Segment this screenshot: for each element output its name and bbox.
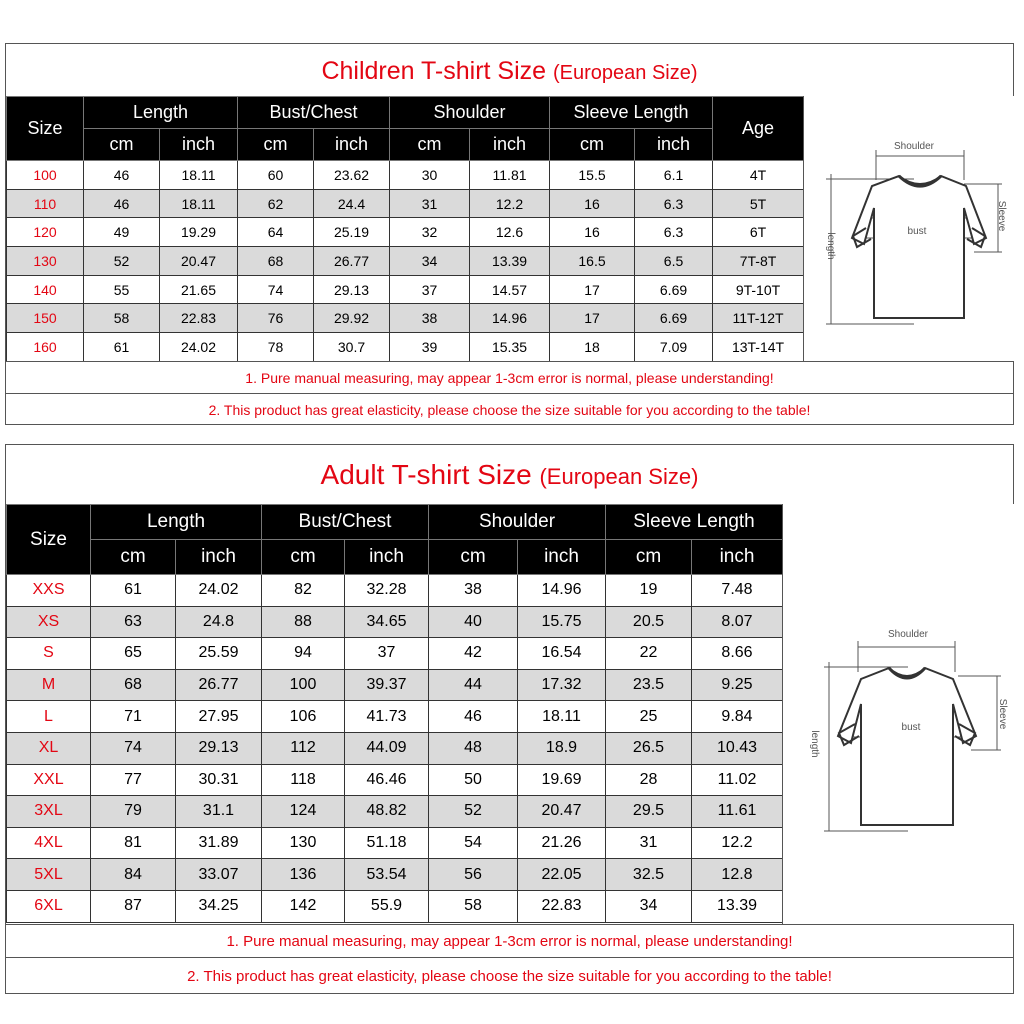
- table-cell: 61: [91, 575, 176, 607]
- table-cell: 15.5: [550, 161, 635, 190]
- diagram-label-shoulder: Shoulder: [887, 629, 929, 640]
- table-cell: 31: [390, 189, 470, 218]
- table-cell: 12.6: [470, 218, 550, 247]
- size-cell: 6XL: [7, 890, 91, 922]
- header-unit-cm: cm: [429, 540, 518, 575]
- table-cell: 27.95: [176, 701, 262, 733]
- table-row: [7, 247, 804, 276]
- table-cell: 8.66: [692, 638, 783, 670]
- table-cell: 18.11: [518, 701, 606, 733]
- table-row: [7, 796, 783, 828]
- table-cell: 21.65: [160, 275, 238, 304]
- table-cell: 12.2: [470, 189, 550, 218]
- table-cell: 76: [238, 304, 314, 333]
- table-cell: 49: [84, 218, 160, 247]
- table-cell: 15.75: [518, 606, 606, 638]
- table-cell: 7.09: [635, 333, 713, 362]
- header-unit-inch: inch: [692, 540, 783, 575]
- size-cell: 120: [7, 218, 84, 247]
- size-cell: M: [7, 669, 91, 701]
- table-cell: 10.43: [692, 732, 783, 764]
- diagram-label-bust: bust: [901, 722, 921, 733]
- table-row: [7, 732, 783, 764]
- size-cell: L: [7, 701, 91, 733]
- table-cell: 39: [390, 333, 470, 362]
- table-cell: 29.5: [606, 796, 692, 828]
- table-cell: 52: [84, 247, 160, 276]
- header-bust: Bust/Chest: [238, 97, 390, 129]
- table-cell: 29.13: [176, 732, 262, 764]
- table-cell: 60: [238, 161, 314, 190]
- table-row: [7, 333, 804, 362]
- table-cell: 8.07: [692, 606, 783, 638]
- table-cell: 63: [91, 606, 176, 638]
- table-cell: 50: [429, 764, 518, 796]
- table-cell: 20.5: [606, 606, 692, 638]
- size-cell: 160: [7, 333, 84, 362]
- table-cell: 29.92: [314, 304, 390, 333]
- diagram-label-sleeve: Sleeve: [997, 698, 1008, 730]
- table-cell: 44.09: [345, 732, 429, 764]
- table-cell: 11.02: [692, 764, 783, 796]
- header-size: Size: [7, 505, 91, 575]
- table-cell: 56: [429, 859, 518, 891]
- size-cell: XL: [7, 732, 91, 764]
- table-cell: 13.39: [692, 890, 783, 922]
- table-cell: 6.3: [635, 189, 713, 218]
- table-cell: 7T-8T: [713, 247, 804, 276]
- children-title-block: [6, 57, 1013, 86]
- header-unit-inch: inch: [160, 129, 238, 161]
- diagram-label-bust: bust: [907, 226, 927, 237]
- table-cell: 26.5: [606, 732, 692, 764]
- adult-size-table: [6, 504, 783, 923]
- children-size-table: [6, 96, 804, 362]
- table-cell: 16: [550, 189, 635, 218]
- table-cell: 88: [262, 606, 345, 638]
- table-cell: 38: [390, 304, 470, 333]
- size-cell: 110: [7, 189, 84, 218]
- table-cell: 46: [84, 161, 160, 190]
- table-cell: 44: [429, 669, 518, 701]
- table-cell: 41.73: [345, 701, 429, 733]
- size-cell: 140: [7, 275, 84, 304]
- table-cell: 74: [91, 732, 176, 764]
- size-cell: 3XL: [7, 796, 91, 828]
- table-cell: 14.96: [518, 575, 606, 607]
- table-cell: 31.89: [176, 827, 262, 859]
- table-cell: 16: [550, 218, 635, 247]
- table-cell: 53.54: [345, 859, 429, 891]
- table-cell: 5T: [713, 189, 804, 218]
- table-cell: 84: [91, 859, 176, 891]
- size-cell: S: [7, 638, 91, 670]
- diagram-label-shoulder: Shoulder: [893, 141, 935, 152]
- header-unit-cm: cm: [84, 129, 160, 161]
- table-cell: 20.47: [518, 796, 606, 828]
- adult-table-body: [7, 575, 783, 923]
- table-cell: 6.3: [635, 218, 713, 247]
- table-cell: 48.82: [345, 796, 429, 828]
- table-cell: 28: [606, 764, 692, 796]
- table-row: [7, 764, 783, 796]
- table-cell: 26.77: [176, 669, 262, 701]
- table-cell: 46: [84, 189, 160, 218]
- table-cell: 17: [550, 304, 635, 333]
- table-cell: 33.07: [176, 859, 262, 891]
- table-cell: 58: [429, 890, 518, 922]
- header-unit-cm: cm: [550, 129, 635, 161]
- table-cell: 25.59: [176, 638, 262, 670]
- header-unit-inch: inch: [314, 129, 390, 161]
- table-row: [7, 827, 783, 859]
- table-cell: 18.9: [518, 732, 606, 764]
- table-cell: 79: [91, 796, 176, 828]
- table-cell: 18.11: [160, 161, 238, 190]
- children-subtitle: (European Size): [553, 62, 698, 84]
- table-row: [7, 304, 804, 333]
- header-unit-inch: inch: [470, 129, 550, 161]
- children-title: Children T-shirt Size: [321, 57, 547, 85]
- table-row: [7, 638, 783, 670]
- table-row: [7, 669, 783, 701]
- header-sleeve-length: Sleeve Length: [606, 505, 783, 540]
- size-cell: XXS: [7, 575, 91, 607]
- table-cell: 6.69: [635, 304, 713, 333]
- adult-measurement-diagram: [782, 504, 1014, 924]
- header-unit-cm: cm: [238, 129, 314, 161]
- table-cell: 12.8: [692, 859, 783, 891]
- table-row: [7, 890, 783, 922]
- table-cell: 55.9: [345, 890, 429, 922]
- table-cell: 82: [262, 575, 345, 607]
- table-cell: 21.26: [518, 827, 606, 859]
- children-note-measuring: 1. Pure manual measuring, may appear 1-3cm error is normal, please understanding!: [6, 361, 1013, 393]
- tshirt-diagram-illustration: [804, 96, 1014, 361]
- table-cell: 22.83: [160, 304, 238, 333]
- table-cell: 9.25: [692, 669, 783, 701]
- table-cell: 62: [238, 189, 314, 218]
- table-cell: 30.7: [314, 333, 390, 362]
- table-cell: 51.18: [345, 827, 429, 859]
- table-cell: 124: [262, 796, 345, 828]
- table-cell: 24.4: [314, 189, 390, 218]
- table-cell: 55: [84, 275, 160, 304]
- header-bust: Bust/Chest: [262, 505, 429, 540]
- table-cell: 32.5: [606, 859, 692, 891]
- table-cell: 32.28: [345, 575, 429, 607]
- table-cell: 25: [606, 701, 692, 733]
- size-cell: 130: [7, 247, 84, 276]
- table-cell: 6T: [713, 218, 804, 247]
- table-cell: 30.31: [176, 764, 262, 796]
- size-cell: XXL: [7, 764, 91, 796]
- header-age: Age: [713, 97, 804, 161]
- table-cell: 14.96: [470, 304, 550, 333]
- table-cell: 6.69: [635, 275, 713, 304]
- children-measurement-diagram: [803, 96, 1014, 361]
- table-row: [7, 189, 804, 218]
- table-cell: 7.48: [692, 575, 783, 607]
- table-cell: 118: [262, 764, 345, 796]
- table-cell: 22: [606, 638, 692, 670]
- children-note-elasticity: 2. This product has great elasticity, please choose the size suitable for you according to the table!: [6, 393, 1013, 425]
- table-cell: 81: [91, 827, 176, 859]
- header-shoulder: Shoulder: [390, 97, 550, 129]
- size-cell: 4XL: [7, 827, 91, 859]
- table-cell: 34: [390, 247, 470, 276]
- header-sleeve-length: Sleeve Length: [550, 97, 713, 129]
- table-cell: 13T-14T: [713, 333, 804, 362]
- table-cell: 17: [550, 275, 635, 304]
- table-cell: 16.5: [550, 247, 635, 276]
- table-cell: 77: [91, 764, 176, 796]
- table-cell: 30: [390, 161, 470, 190]
- table-cell: 19.29: [160, 218, 238, 247]
- table-cell: 78: [238, 333, 314, 362]
- table-cell: 38: [429, 575, 518, 607]
- diagram-label-sleeve: Sleeve: [996, 200, 1007, 232]
- table-cell: 17.32: [518, 669, 606, 701]
- table-cell: 94: [262, 638, 345, 670]
- table-row: [7, 275, 804, 304]
- table-cell: 23.62: [314, 161, 390, 190]
- table-row: [7, 606, 783, 638]
- table-cell: 46: [429, 701, 518, 733]
- table-cell: 26.77: [314, 247, 390, 276]
- adult-subtitle: (European Size): [539, 464, 699, 489]
- table-row: [7, 701, 783, 733]
- diagram-label-length: length: [809, 730, 820, 758]
- table-cell: 15.35: [470, 333, 550, 362]
- table-cell: 100: [262, 669, 345, 701]
- table-cell: 68: [238, 247, 314, 276]
- header-length: Length: [84, 97, 238, 129]
- adult-note-measuring: 1. Pure manual measuring, may appear 1-3cm error is normal, please understanding!: [6, 924, 1013, 957]
- table-cell: 87: [91, 890, 176, 922]
- header-unit-cm: cm: [606, 540, 692, 575]
- header-shoulder: Shoulder: [429, 505, 606, 540]
- table-cell: 18.11: [160, 189, 238, 218]
- header-length: Length: [91, 505, 262, 540]
- table-cell: 71: [91, 701, 176, 733]
- adult-title-block: [6, 459, 1013, 491]
- adult-size-panel: [5, 444, 1014, 994]
- table-cell: 31.1: [176, 796, 262, 828]
- header-unit-inch: inch: [176, 540, 262, 575]
- table-cell: 68: [91, 669, 176, 701]
- table-cell: 34.65: [345, 606, 429, 638]
- table-cell: 29.13: [314, 275, 390, 304]
- table-cell: 58: [84, 304, 160, 333]
- table-cell: 74: [238, 275, 314, 304]
- table-cell: 34.25: [176, 890, 262, 922]
- table-cell: 22.83: [518, 890, 606, 922]
- table-cell: 6.1: [635, 161, 713, 190]
- table-cell: 32: [390, 218, 470, 247]
- table-cell: 40: [429, 606, 518, 638]
- table-cell: 136: [262, 859, 345, 891]
- table-cell: 112: [262, 732, 345, 764]
- table-cell: 19.69: [518, 764, 606, 796]
- table-cell: 6.5: [635, 247, 713, 276]
- table-cell: 48: [429, 732, 518, 764]
- table-cell: 9.84: [692, 701, 783, 733]
- table-cell: 16.54: [518, 638, 606, 670]
- table-cell: 24.02: [160, 333, 238, 362]
- table-row: [7, 575, 783, 607]
- table-cell: 24.8: [176, 606, 262, 638]
- children-table-body: [7, 161, 804, 362]
- adult-title: Adult T-shirt Size: [320, 459, 532, 490]
- table-cell: 24.02: [176, 575, 262, 607]
- table-cell: 106: [262, 701, 345, 733]
- table-cell: 130: [262, 827, 345, 859]
- table-cell: 54: [429, 827, 518, 859]
- table-cell: 142: [262, 890, 345, 922]
- table-cell: 25.19: [314, 218, 390, 247]
- adult-note-elasticity: 2. This product has great elasticity, please choose the size suitable for you according to the table!: [6, 957, 1013, 994]
- size-cell: XS: [7, 606, 91, 638]
- table-row: [7, 161, 804, 190]
- table-cell: 11.61: [692, 796, 783, 828]
- table-cell: 34: [606, 890, 692, 922]
- header-unit-cm: cm: [390, 129, 470, 161]
- size-cell: 150: [7, 304, 84, 333]
- table-cell: 39.37: [345, 669, 429, 701]
- table-cell: 19: [606, 575, 692, 607]
- header-unit-inch: inch: [345, 540, 429, 575]
- table-cell: 18: [550, 333, 635, 362]
- table-cell: 22.05: [518, 859, 606, 891]
- table-cell: 42: [429, 638, 518, 670]
- table-cell: 12.2: [692, 827, 783, 859]
- header-unit-inch: inch: [635, 129, 713, 161]
- table-cell: 37: [345, 638, 429, 670]
- table-cell: 23.5: [606, 669, 692, 701]
- table-cell: 46.46: [345, 764, 429, 796]
- table-cell: 13.39: [470, 247, 550, 276]
- table-cell: 37: [390, 275, 470, 304]
- header-unit-cm: cm: [262, 540, 345, 575]
- table-cell: 65: [91, 638, 176, 670]
- tshirt-diagram-illustration: [783, 504, 1014, 924]
- table-cell: 31: [606, 827, 692, 859]
- table-cell: 11.81: [470, 161, 550, 190]
- table-cell: 14.57: [470, 275, 550, 304]
- table-cell: 9T-10T: [713, 275, 804, 304]
- table-cell: 4T: [713, 161, 804, 190]
- diagram-label-length: length: [825, 232, 836, 260]
- header-unit-inch: inch: [518, 540, 606, 575]
- size-cell: 5XL: [7, 859, 91, 891]
- header-size: Size: [7, 97, 84, 161]
- table-row: [7, 218, 804, 247]
- size-cell: 100: [7, 161, 84, 190]
- table-cell: 52: [429, 796, 518, 828]
- children-size-panel: [5, 43, 1014, 425]
- table-cell: 20.47: [160, 247, 238, 276]
- table-cell: 11T-12T: [713, 304, 804, 333]
- header-unit-cm: cm: [91, 540, 176, 575]
- table-row: [7, 859, 783, 891]
- table-cell: 64: [238, 218, 314, 247]
- table-cell: 61: [84, 333, 160, 362]
